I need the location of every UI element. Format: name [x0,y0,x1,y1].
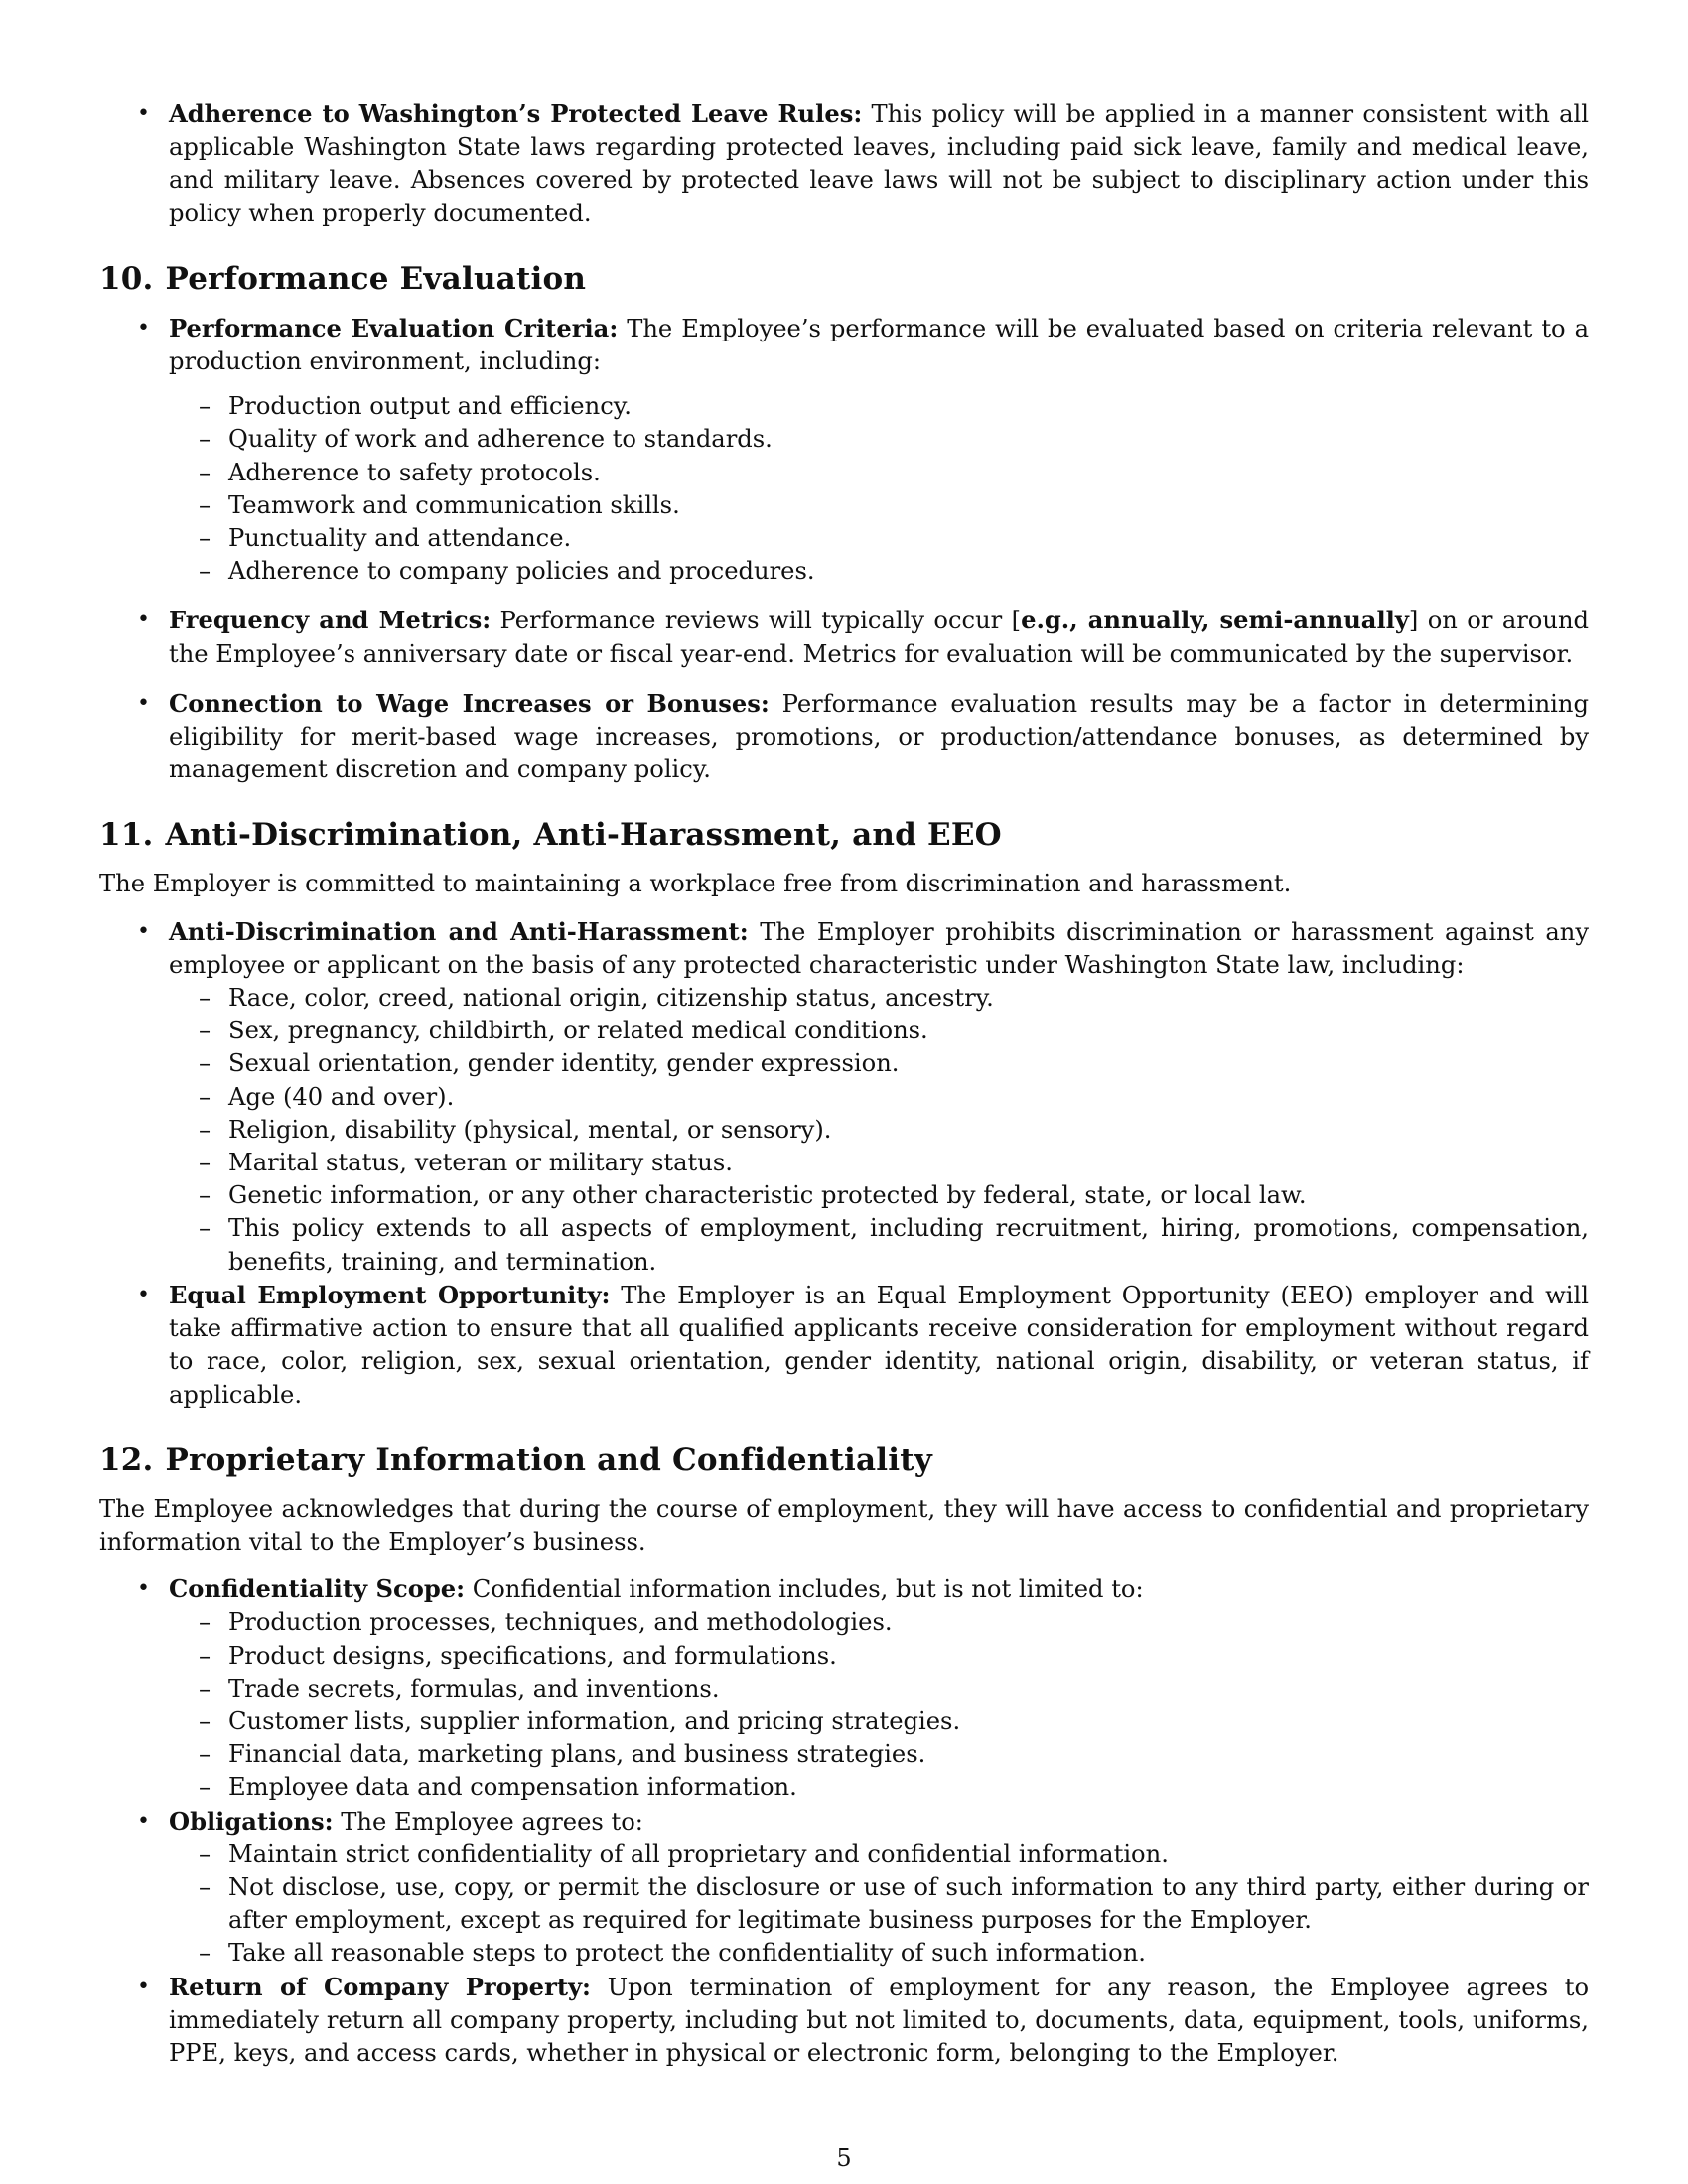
sub-item: – Maintain strict confidentiality of all proprietary and confidential information. [169,1839,1589,1871]
dash-icon: – [199,1149,211,1177]
dash-icon: – [199,392,211,421]
list-item [99,687,1589,787]
dash-icon: – [199,1939,211,1968]
sub-item: – Marital status, veteran or military status. [169,1147,1589,1179]
item-text: Upon termination of employment for any reason, the Employee agrees to immediately return all company property, including but not limited to, documents, data, equipment, tools, uniforms, PPE, keys, and access cards, whether in physical or electronic form, belonging to the Employer. [169,1973,1590,2067]
dash-icon: – [199,1214,211,1243]
document-page [99,97,1589,2086]
item-text: The Employer is an Equal Employment Opportunity (EEO) employer and will take affirmative action to ensure that all qualified applicants receive consideration for employment without regard to race, color, religion, sex, sexual orientation, gender identity, national origin, disability, or veteran status, if applicable. [169,1281,1589,1409]
bullet-icon: • [137,101,150,126]
item-text: The Employer prohibits discrimination or harassment against any employee or applicant on the basis of any protected characteristic under Washington State law, including: [169,917,1590,979]
sub-item: – This policy extends to all aspects of employment, including recruitment, hiring, promotions, compensation, benefits, training, and termination. [199,1214,1589,1276]
item-label: Confidentiality Scope: [169,1574,466,1604]
list-item [99,1805,1589,1971]
item-text: Confidential information includes, but is not limited to: [465,1575,1144,1604]
dash-icon: – [199,524,211,553]
sub-list [169,390,1589,588]
list-item [99,1572,1589,1804]
item-text: The Employee’s performance will be evaluated based on criteria relevant to a production environment, including: [169,314,1589,376]
section-10-list [99,312,1589,787]
item-label: Equal Employment Opportunity: [169,1280,611,1309]
bullet-icon: • [137,1282,150,1307]
sub-item: – Race, color, creed, national origin, citizenship status, ancestry. [169,982,1589,1015]
bullet-icon: • [137,1974,150,1999]
item-label: Return of Company Property: [169,1972,591,2001]
item-text: The Employee agrees to: [333,1807,643,1836]
sub-item: – Customer lists, supplier information, and pricing strategies. [169,1706,1589,1738]
list-item [99,97,1589,230]
dash-icon: – [199,425,211,454]
sub-item: – Age (40 and over). [169,1081,1589,1114]
sub-item: – Trade secrets, formulas, and inventions. [169,1673,1589,1706]
section-11-list [99,915,1589,1412]
bullet-icon: • [137,918,150,944]
item-text: Performance evaluation results may be a factor in determining eligibility for merit-based wage increases, promotions, or production/attendance bonuses, as determined by management discretion and company policy. [169,689,1589,784]
list-item [99,1971,1589,2071]
sub-list [169,982,1589,1279]
item-label: Performance Evaluation Criteria: [169,313,619,342]
dash-icon: – [199,1115,211,1144]
section-heading-11: 11. Anti-Discrimination, Anti-Harassment, and EEO [99,817,1002,854]
item-label: Obligations: [169,1806,334,1836]
list-item: • Frequency and Metrics: Performance reviews will typically occur [e.g., annually, semi-annually] on or around the Employee’s anniversary date or fiscal year-end. Metrics for evaluation will be communicated by the supervisor. [137,606,1590,668]
dash-icon: – [199,1608,211,1637]
dash-icon: – [199,1674,211,1703]
sub-item: – Production processes, techniques, and methodologies. [169,1606,1589,1639]
sub-item: – Adherence to safety protocols. [169,457,1589,489]
item-label: Frequency and Metrics: [169,606,492,635]
dash-icon: – [199,1840,211,1868]
bullet-icon: • [137,315,150,341]
sub-item: – Teamwork and communication skills. [169,489,1589,522]
sub-item: – Genetic information, or any other characteristic protected by federal, state, or local law. [169,1179,1589,1212]
sub-item: – Sexual orientation, gender identity, gender expression. [169,1047,1589,1080]
sub-item: – Not disclose, use, copy, or permit the disclosure or use of such information to any third party, either during or after employment, except as required for legitimate business purposes for the Employer. [199,1872,1589,1935]
dash-icon: – [199,1872,211,1901]
dash-icon: – [199,1740,211,1769]
dash-icon: – [199,1181,211,1210]
section-intro: The Employee acknowledges that during the course of employment, they will have access to confidential and proprietary information vital to the Employer’s business. [99,1494,1589,1556]
list-item [99,312,1589,589]
section-heading-12: 12. Proprietary Information and Confidentiality [99,1441,932,1478]
bullet-icon: • [137,1808,150,1834]
sub-item: – Adherence to company policies and procedures. [169,555,1589,588]
dash-icon: – [199,1017,211,1045]
dash-icon: – [199,1773,211,1802]
dash-icon: – [199,1049,211,1078]
dash-icon: – [199,458,211,486]
bullet-icon: • [137,690,150,716]
bullet-icon: • [137,608,150,633]
dash-icon: – [199,1082,211,1111]
sub-item: – Financial data, marketing plans, and business strategies. [169,1738,1589,1771]
sub-item: – Quality of work and adherence to standards. [169,423,1589,456]
sub-item: – Punctuality and attendance. [169,522,1589,555]
page-number: 5 [836,2144,852,2172]
section-heading-10: 10. Performance Evaluation [99,260,587,297]
sub-item: – Product designs, specifications, and formulations. [169,1640,1589,1673]
dash-icon: – [199,1706,211,1735]
dash-icon: – [199,1641,211,1670]
item-label: Adherence to Washington’s Protected Leave Rules: [169,99,863,128]
item-label: Connection to Wage Increases or Bonuses: [169,688,770,718]
sub-item: – Sex, pregnancy, childbirth, or related medical conditions. [169,1015,1589,1047]
dash-icon: – [199,984,211,1013]
sub-list [169,1839,1589,1971]
bullet-icon: • [137,1576,150,1602]
list-item [99,1279,1589,1412]
item-text: This policy will be applied in a manner consistent with all applicable Washington State laws regarding protected leaves, including paid sick leave, family and medical leave, and military leave. Absences covered by protected leave laws will not be subject to disciplinary action under this policy when properly documented. [169,100,1589,227]
list-item [99,915,1589,1279]
sub-list [169,1606,1589,1804]
dash-icon: – [199,490,211,519]
sub-item: – Religion, disability (physical, mental, or sensory). [169,1114,1589,1147]
dash-icon: – [199,557,211,586]
section-9-tail-list [99,97,1589,230]
item-label: Anti-Discrimination and Anti-Harassment: [169,916,749,946]
sub-item: – Take all reasonable steps to protect the confidentiality of such information. [169,1937,1589,1970]
section-intro: The Employer is committed to maintaining a workplace free from discrimination and harassment. [99,870,1292,898]
section-12-list [99,1572,1589,2070]
sub-item: – Production output and efficiency. [169,390,1589,423]
sub-item: – Employee data and compensation information. [169,1771,1589,1804]
